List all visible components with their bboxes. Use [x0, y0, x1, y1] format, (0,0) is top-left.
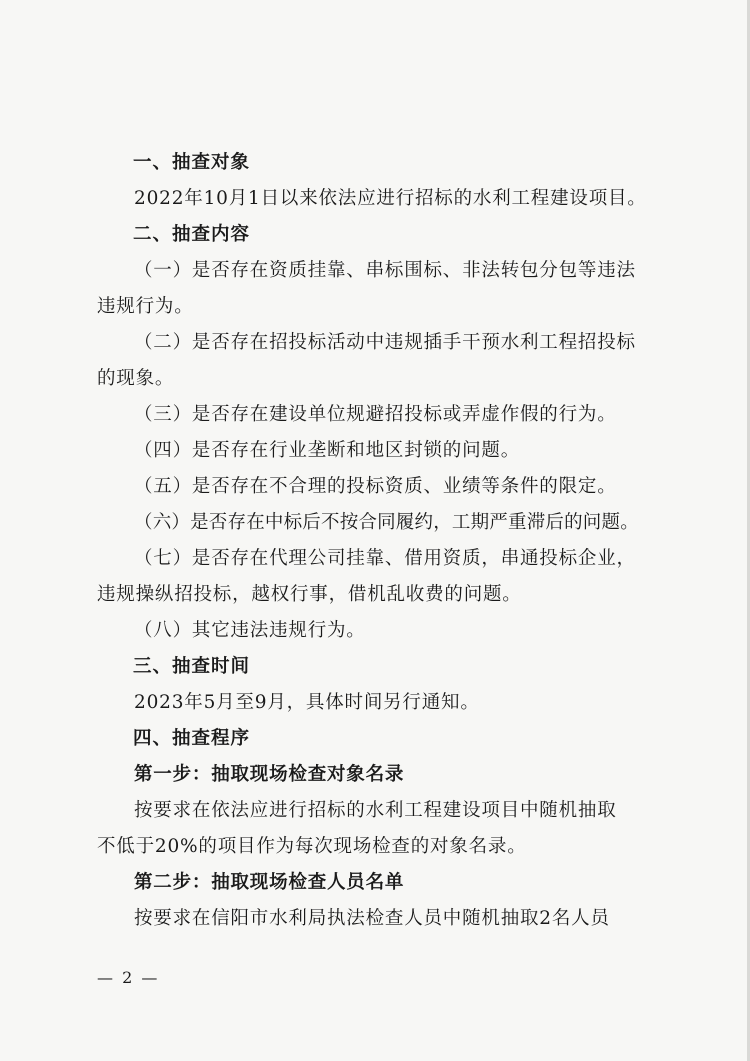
- step-1-line-1: 按要求在依法应进行招标的水利工程建设项目中随机抽取: [134, 800, 617, 821]
- item-5: （五）是否存在不合理的投标资质、业绩等条件的限定。: [134, 476, 617, 497]
- item-2-line-1: （二）是否存在招投标活动中违规插手干预水利工程招投标: [134, 332, 636, 353]
- section-heading-contents: 二、抽查内容: [133, 224, 251, 245]
- item-7-line-1: （七）是否存在代理公司挂靠、借用资质，串通投标企业，: [134, 548, 636, 569]
- step-2-line-1: 按要求在信阳市水利局执法检查人员中随机抽取2名人员: [134, 908, 610, 929]
- document-body: [97, 145, 662, 937]
- item-3: （三）是否存在建设单位规避招投标或弄虚作假的行为。: [134, 404, 617, 425]
- item-1-line-1: （一）是否存在资质挂靠、串标围标、非法转包分包等违法: [134, 260, 636, 281]
- section-heading-time: 三、抽查时间: [133, 656, 251, 677]
- paragraph-targets: 2022年10月1日以来依法应进行招标的水利工程建设项目。: [134, 188, 647, 209]
- item-4: （四）是否存在行业垄断和地区封锁的问题。: [134, 440, 521, 461]
- item-1-line-2: 违规行为。: [97, 296, 194, 317]
- item-6: （六）是否存在中标后不按合同履约，工期严重滞后的问题。: [134, 512, 639, 533]
- page-number: — 2 —: [97, 968, 160, 987]
- step-1-line-2: 不低于20%的项目作为每次现场检查的对象名录。: [97, 836, 527, 857]
- section-heading-targets: 一、抽查对象: [133, 152, 251, 173]
- item-7-line-2: 违规操纵招投标，越权行事，借机乱收费的问题。: [97, 584, 522, 605]
- item-8: （八）其它违法违规行为。: [134, 620, 366, 641]
- section-heading-procedure: 四、抽查程序: [133, 728, 251, 749]
- item-2-line-2: 的现象。: [97, 368, 175, 389]
- step-2-heading: 第二步：抽取现场检查人员名单: [134, 872, 405, 893]
- paragraph-time: 2023年5月至9月，具体时间另行通知。: [134, 692, 480, 713]
- step-1-heading: 第一步：抽取现场检查对象名录: [134, 764, 405, 785]
